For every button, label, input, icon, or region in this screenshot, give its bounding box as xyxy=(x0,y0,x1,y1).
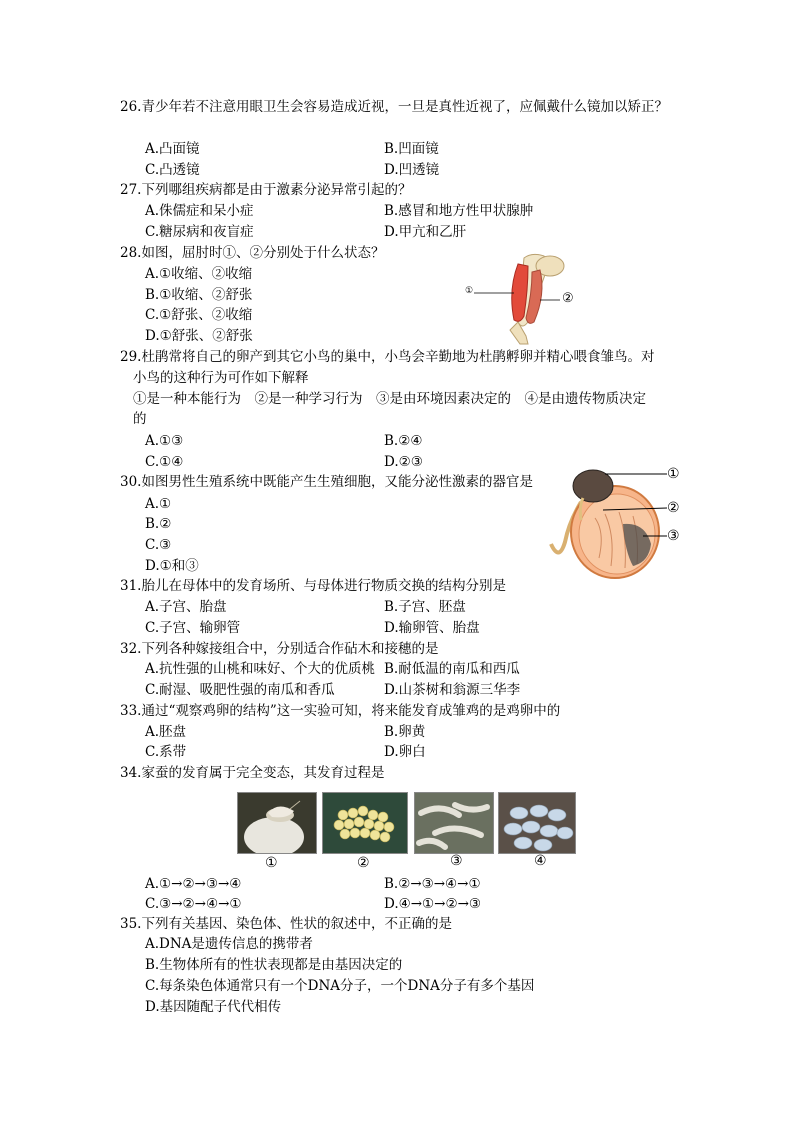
q32-option-d: D.山茶树和翁源三华李 xyxy=(384,682,521,698)
q28-option-d: D.①舒张、②舒张 xyxy=(145,328,253,344)
q33-option-b: B.卵黄 xyxy=(384,724,426,740)
question-29-statements-line1: ①是一种本能行为 ②是一种学习行为 ③是由环境因素决定的 ④是由遗传物质决定 xyxy=(133,391,646,407)
q35-option-c: C.每条染色体通常只有一个DNA分子，一个DNA分子有多个基因 xyxy=(145,978,535,994)
silkmoth-photo xyxy=(237,792,317,854)
q31-option-a: A.子宫、胎盘 xyxy=(145,599,227,615)
q26-option-a: A.凸面镜 xyxy=(145,141,200,157)
arm-label-2: ② xyxy=(562,291,574,306)
q31-option-b: B.子宫、胚盘 xyxy=(384,599,466,615)
question-26-stem: 26.青少年若不注意用眼卫生会容易造成近视，一旦是真性近视了，应佩戴什么镜加以矫正？ xyxy=(120,99,668,115)
q32-option-a: A.抗性强的山桃和味好、个大的优质桃 xyxy=(145,661,376,677)
testis-label-3: ③ xyxy=(667,528,680,544)
photo-label-4: ④ xyxy=(534,853,547,869)
q35-option-a: A.DNA是遗传信息的携带者 xyxy=(145,936,313,952)
q31-option-d: D.输卵管、胎盘 xyxy=(384,620,480,636)
q27-option-d: D.甲亢和乙肝 xyxy=(384,224,467,240)
q30-option-a: A.① xyxy=(145,496,172,512)
q33-option-a: A.胚盘 xyxy=(145,724,187,740)
q27-option-b: B.感冒和地方性甲状腺肿 xyxy=(384,203,534,219)
testis-label-1: ① xyxy=(667,466,680,482)
q29-option-a: A.①③ xyxy=(145,433,184,449)
question-32-stem: 32.下列各种嫁接组合中，分别适合作砧木和接穗的是 xyxy=(120,641,439,657)
q28-option-a: A.①收缩、②收缩 xyxy=(145,266,253,282)
question-30-stem: 30.如图男性生殖系统中既能产生生殖细胞，又能分泌性激素的器官是 xyxy=(120,474,533,490)
testis-label-2: ② xyxy=(667,500,680,516)
question-29-stem-line2: 小鸟的这种行为可作如下解释 xyxy=(133,370,309,386)
photo-label-2: ② xyxy=(357,855,370,871)
question-28-stem: 28.如图，屈肘时①、②分别处于什么状态？ xyxy=(120,245,385,261)
silkworm-eggs-photo xyxy=(322,792,408,854)
q28-option-b: B.①收缩、②舒张 xyxy=(145,287,253,303)
question-31-stem: 31.胎儿在母体中的发育场所、与母体进行物质交换的结构分别是 xyxy=(120,578,506,594)
q27-option-c: C.糖尿病和夜盲症 xyxy=(145,224,254,240)
q32-option-c: C.耐湿、吸肥性强的南瓜和香瓜 xyxy=(145,682,335,698)
q34-option-b: B.②→③→④→① xyxy=(384,876,481,892)
q26-option-b: B.凹面镜 xyxy=(384,141,439,157)
photo-label-3: ③ xyxy=(450,853,463,869)
question-33-stem: 33.通过“观察鸡卵的结构”这一实验可知，将来能发育成雏鸡的是鸡卵中的 xyxy=(120,703,561,719)
question-27-stem: 27.下列哪组疾病都是由于激素分泌异常引起的？ xyxy=(120,182,412,198)
question-34-stem: 34.家蚕的发育属于完全变态，其发育过程是 xyxy=(120,765,385,781)
testis-figure xyxy=(545,462,685,582)
arm-label-1: ① xyxy=(465,286,474,296)
q35-option-b: B.生物体所有的性状表现都是由基因决定的 xyxy=(145,957,403,973)
q30-option-b: B.② xyxy=(145,516,172,532)
question-35-stem: 35.下列有关基因、染色体、性状的叙述中，不正确的是 xyxy=(120,916,452,932)
q26-option-c: C.凸透镜 xyxy=(145,162,200,178)
question-29-statements-line2: 的 xyxy=(133,411,147,427)
q26-option-d: D.凹透镜 xyxy=(384,162,440,178)
question-29-stem-line1: 29.杜鹃常将自己的卵产到其它小鸟的巢中，小鸟会辛勤地为杜鹃孵卵并精心喂食雏鸟。对 xyxy=(120,349,655,365)
q28-option-c: C.①舒张、②收缩 xyxy=(145,307,253,323)
photo-label-1: ① xyxy=(265,855,278,871)
q33-option-d: D.卵白 xyxy=(384,744,426,760)
q34-option-d: D.④→①→②→③ xyxy=(384,896,481,912)
q29-option-c: C.①④ xyxy=(145,454,184,470)
q30-option-d: D.①和③ xyxy=(145,558,199,574)
q35-option-d: D.基因随配子代代相传 xyxy=(145,999,282,1015)
silkworm-cocoons-photo xyxy=(498,792,576,854)
q29-option-d: D.②③ xyxy=(384,454,423,470)
q33-option-c: C.系带 xyxy=(145,744,187,760)
q32-option-b: B.耐低温的南瓜和西瓜 xyxy=(384,661,520,677)
q30-option-c: C.③ xyxy=(145,537,172,553)
q31-option-c: C.子宫、输卵管 xyxy=(145,620,241,636)
q29-option-b: B.②④ xyxy=(384,433,423,449)
q34-option-c: C.③→②→④→① xyxy=(145,896,242,912)
silkworm-larvae-photo xyxy=(414,792,494,854)
q34-option-a: A.①→②→③→④ xyxy=(145,876,242,892)
q27-option-a: A.侏儒症和呆小症 xyxy=(145,203,254,219)
